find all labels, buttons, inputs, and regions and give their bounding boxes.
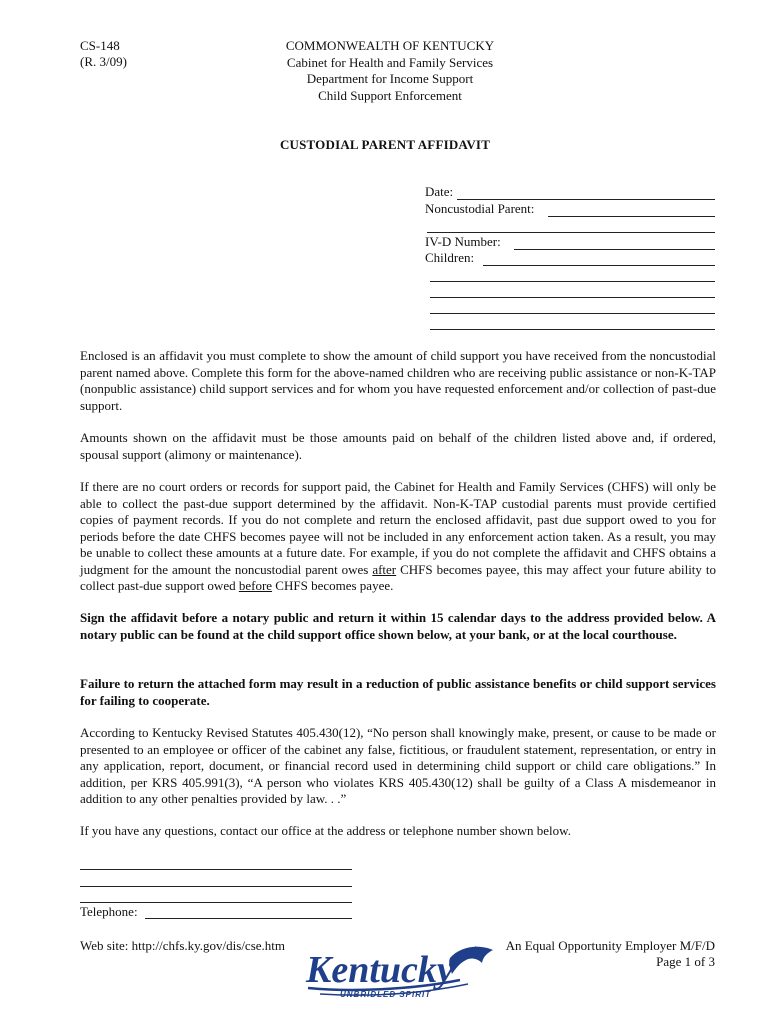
ivd-number-label: IV-D Number:	[425, 234, 501, 249]
date-field[interactable]	[457, 199, 715, 200]
paragraph-amounts: Amounts shown on the affidavit must be those amounts paid on behalf of the children listed above and, if ordered, spousal support (alimony or maintenance).	[80, 430, 716, 462]
agency-line: Department for Income Support	[306, 71, 474, 86]
paragraph-statute: According to Kentucky Revised Statutes 405.430(12), “No person shall knowingly make, present, or cause to be made or presented to an employee or officer of the cabinet any false, fictitious, or fraudulent statement, representation, or entry in any application, report, document, or financial record used in determining child support or child care obligations.” In addition, per KRS 405.991(3), “A person who violates KRS 405.430(12) shall be guilty of a Class A misdemeanor in addition to any other penalties provided by law. . .”	[80, 725, 716, 806]
kentucky-logo	[300, 944, 500, 1000]
paragraph-failure-warning: Failure to return the attached form may result in a reduction of public assistance benefits or child support services for failing to cooperate.	[80, 676, 716, 708]
kentucky-logo-icon	[300, 944, 500, 1000]
office-address-line[interactable]	[80, 869, 352, 870]
paragraph-intro: Enclosed is an affidavit you must complete to show the amount of child support you have received from the noncustodial parent named above. Complete this form for the above-named children who are receiving public assistance or non-K-TAP (nonpublic assistance) child support services and for whom you have requested enforcement and/or collection of past-due support.	[80, 348, 716, 413]
emphasis-before: before	[238, 578, 273, 593]
noncustodial-parent-label: Noncustodial Parent:	[425, 201, 535, 216]
children-field[interactable]	[483, 265, 715, 266]
office-address-line[interactable]	[80, 886, 352, 887]
footer-right-block	[500, 938, 715, 970]
emphasis-after: after	[372, 561, 397, 577]
paragraph-questions: If you have any questions, contact our office at the address or telephone number shown below.	[80, 823, 571, 838]
telephone-field[interactable]	[145, 918, 352, 919]
children-field-line[interactable]	[430, 281, 715, 282]
noncustodial-parent-field-line2[interactable]	[427, 232, 715, 233]
children-field-line[interactable]	[430, 297, 715, 298]
website-link[interactable]: Web site: http://chfs.ky.gov/dis/cse.htm	[80, 938, 286, 953]
agency-line: Cabinet for Health and Family Services	[286, 54, 494, 70]
paragraph-no-court-orders: If there are no court orders or records for support paid, the Cabinet for Health and Family Services (CHFS) will only be able to collect the past-due support determined by the affidavit. Non-K-TAP custodial parents must provide certified copies of payment records. If you do not complete and return the enclosed affidavit, past due support owed to you for periods before the date CHFS becomes payee will not be included in any enforcement action taken. As a result, you may be unable to collect these amounts at a future date. For example, if you do not complete the affidavit and CHFS obtains a judgment for the amount the noncustodial parent owes after CHFS becomes payee, this may affect your future ability to collect past-due support owed before CHFS becomes payee.	[80, 479, 716, 593]
page-number: Page 1 of 3	[656, 954, 715, 969]
form-number: CS-148	[80, 38, 120, 53]
logo-tagline: UNBRIDLED SPIRIT	[340, 990, 432, 999]
agency-block	[230, 38, 550, 104]
agency-line: Child Support Enforcement	[318, 87, 462, 103]
office-address-line[interactable]	[80, 902, 352, 903]
equal-opportunity-notice: An Equal Opportunity Employer M/F/D	[505, 938, 715, 953]
paragraph-notary-instructions: Sign the affidavit before a notary public and return it within 15 calendar days to the address provided below. A notary public can be found at the child support office shown below, at your bank, or at the local courthouse.	[80, 610, 716, 642]
children-label: Children:	[425, 250, 475, 265]
children-field-line[interactable]	[430, 313, 715, 314]
noncustodial-parent-field[interactable]	[548, 216, 715, 217]
date-label: Date:	[425, 184, 454, 199]
telephone-label: Telephone:	[80, 904, 138, 919]
logo-wordmark: Kentucky	[306, 949, 454, 991]
ivd-number-field[interactable]	[514, 249, 715, 250]
document-title: CUSTODIAL PARENT AFFIDAVIT	[279, 137, 491, 152]
children-field-line[interactable]	[430, 329, 715, 330]
form-revision: (R. 3/09)	[80, 54, 127, 69]
form-id-block	[80, 38, 127, 70]
agency-line: COMMONWEALTH OF KENTUCKY	[285, 38, 495, 53]
